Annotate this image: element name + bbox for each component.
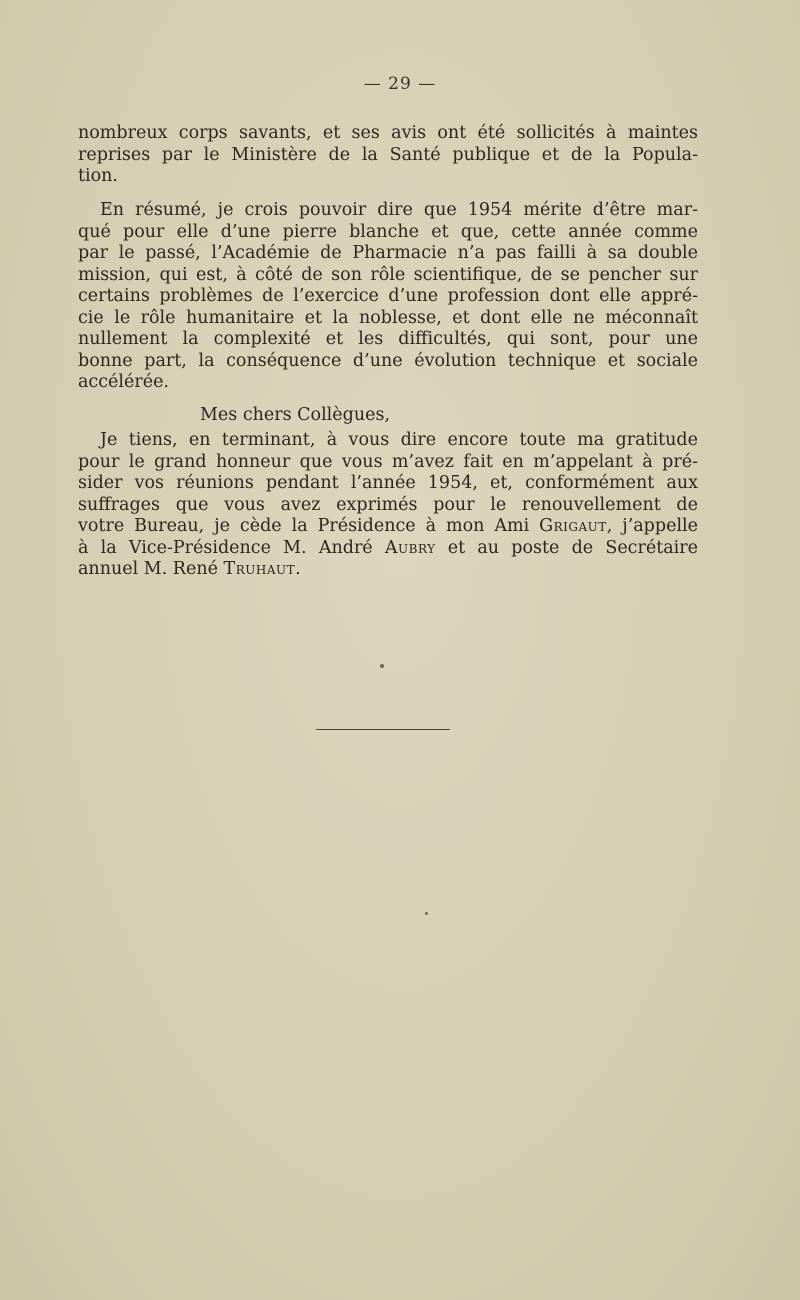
- text-segment: .: [295, 559, 301, 579]
- ink-speck: [380, 664, 384, 668]
- text-line: sider vos réunions pendant l’année 1954, et, conformément aux: [78, 473, 698, 493]
- text-line: Je tiens, en terminant, à vous dire encore toute ma gratitude: [100, 430, 698, 450]
- paragraph-3: [78, 430, 698, 581]
- salutation: Mes chers Collègues,: [200, 405, 391, 425]
- text-segment: et au poste de Secrétaire: [435, 537, 698, 558]
- person-name-grigaut: Grigaut: [539, 516, 607, 536]
- text-line: accélérée.: [78, 372, 169, 392]
- text-line: [78, 516, 698, 538]
- text-segment: , j’appelle: [606, 516, 698, 536]
- paragraph-1: [78, 123, 698, 188]
- page-number: — 29 —: [363, 74, 437, 94]
- text-segment: annuel M. René: [78, 559, 224, 579]
- text-line: reprises par le Ministère de la Santé publique et de la Popula-: [78, 144, 698, 165]
- text-line: En résumé, je crois pouvoir dire que 1954 mérite d’être mar-: [100, 200, 698, 220]
- text-line: certains problèmes de l’exercice d’une profession dont elle appré-: [78, 286, 698, 306]
- end-rule: [316, 729, 450, 730]
- text-line: nombreux corps savants, et ses avis ont été sollicités à maintes: [78, 123, 698, 143]
- text-segment: votre Bureau, je cède la Présidence à mon Ami: [78, 516, 540, 536]
- text-line: nullement la complexité et les difficultés, qui sont, pour une: [78, 329, 698, 349]
- person-name-aubry: Aubry: [384, 537, 436, 558]
- text-line: bonne part, la conséquence d’une évolution technique et sociale: [78, 350, 698, 371]
- ink-speck: [425, 912, 428, 915]
- text-line: suffrages que vous avez exprimés pour le renouvellement de: [78, 494, 698, 515]
- paragraph-2: [78, 200, 698, 394]
- text-line: pour le grand honneur que vous m’avez fait en m’appelant à pré-: [78, 451, 698, 472]
- text-line: [78, 538, 698, 560]
- text-line: qué pour elle d’une pierre blanche et que, cette année comme: [78, 221, 698, 242]
- text-line: cie le rôle humanitaire et la noblesse, et dont elle ne méconnaît: [78, 307, 698, 328]
- text-line: tion.: [78, 166, 118, 186]
- text-line: par le passé, l’Académie de Pharmacie n’a pas failli à sa double: [78, 243, 698, 263]
- text-segment: à la Vice-Présidence M. André: [78, 537, 385, 558]
- person-name-truhaut: Truhaut: [223, 559, 296, 579]
- text-line: [78, 559, 698, 581]
- text-line: mission, qui est, à côté de son rôle scientifique, de se pencher sur: [78, 264, 698, 285]
